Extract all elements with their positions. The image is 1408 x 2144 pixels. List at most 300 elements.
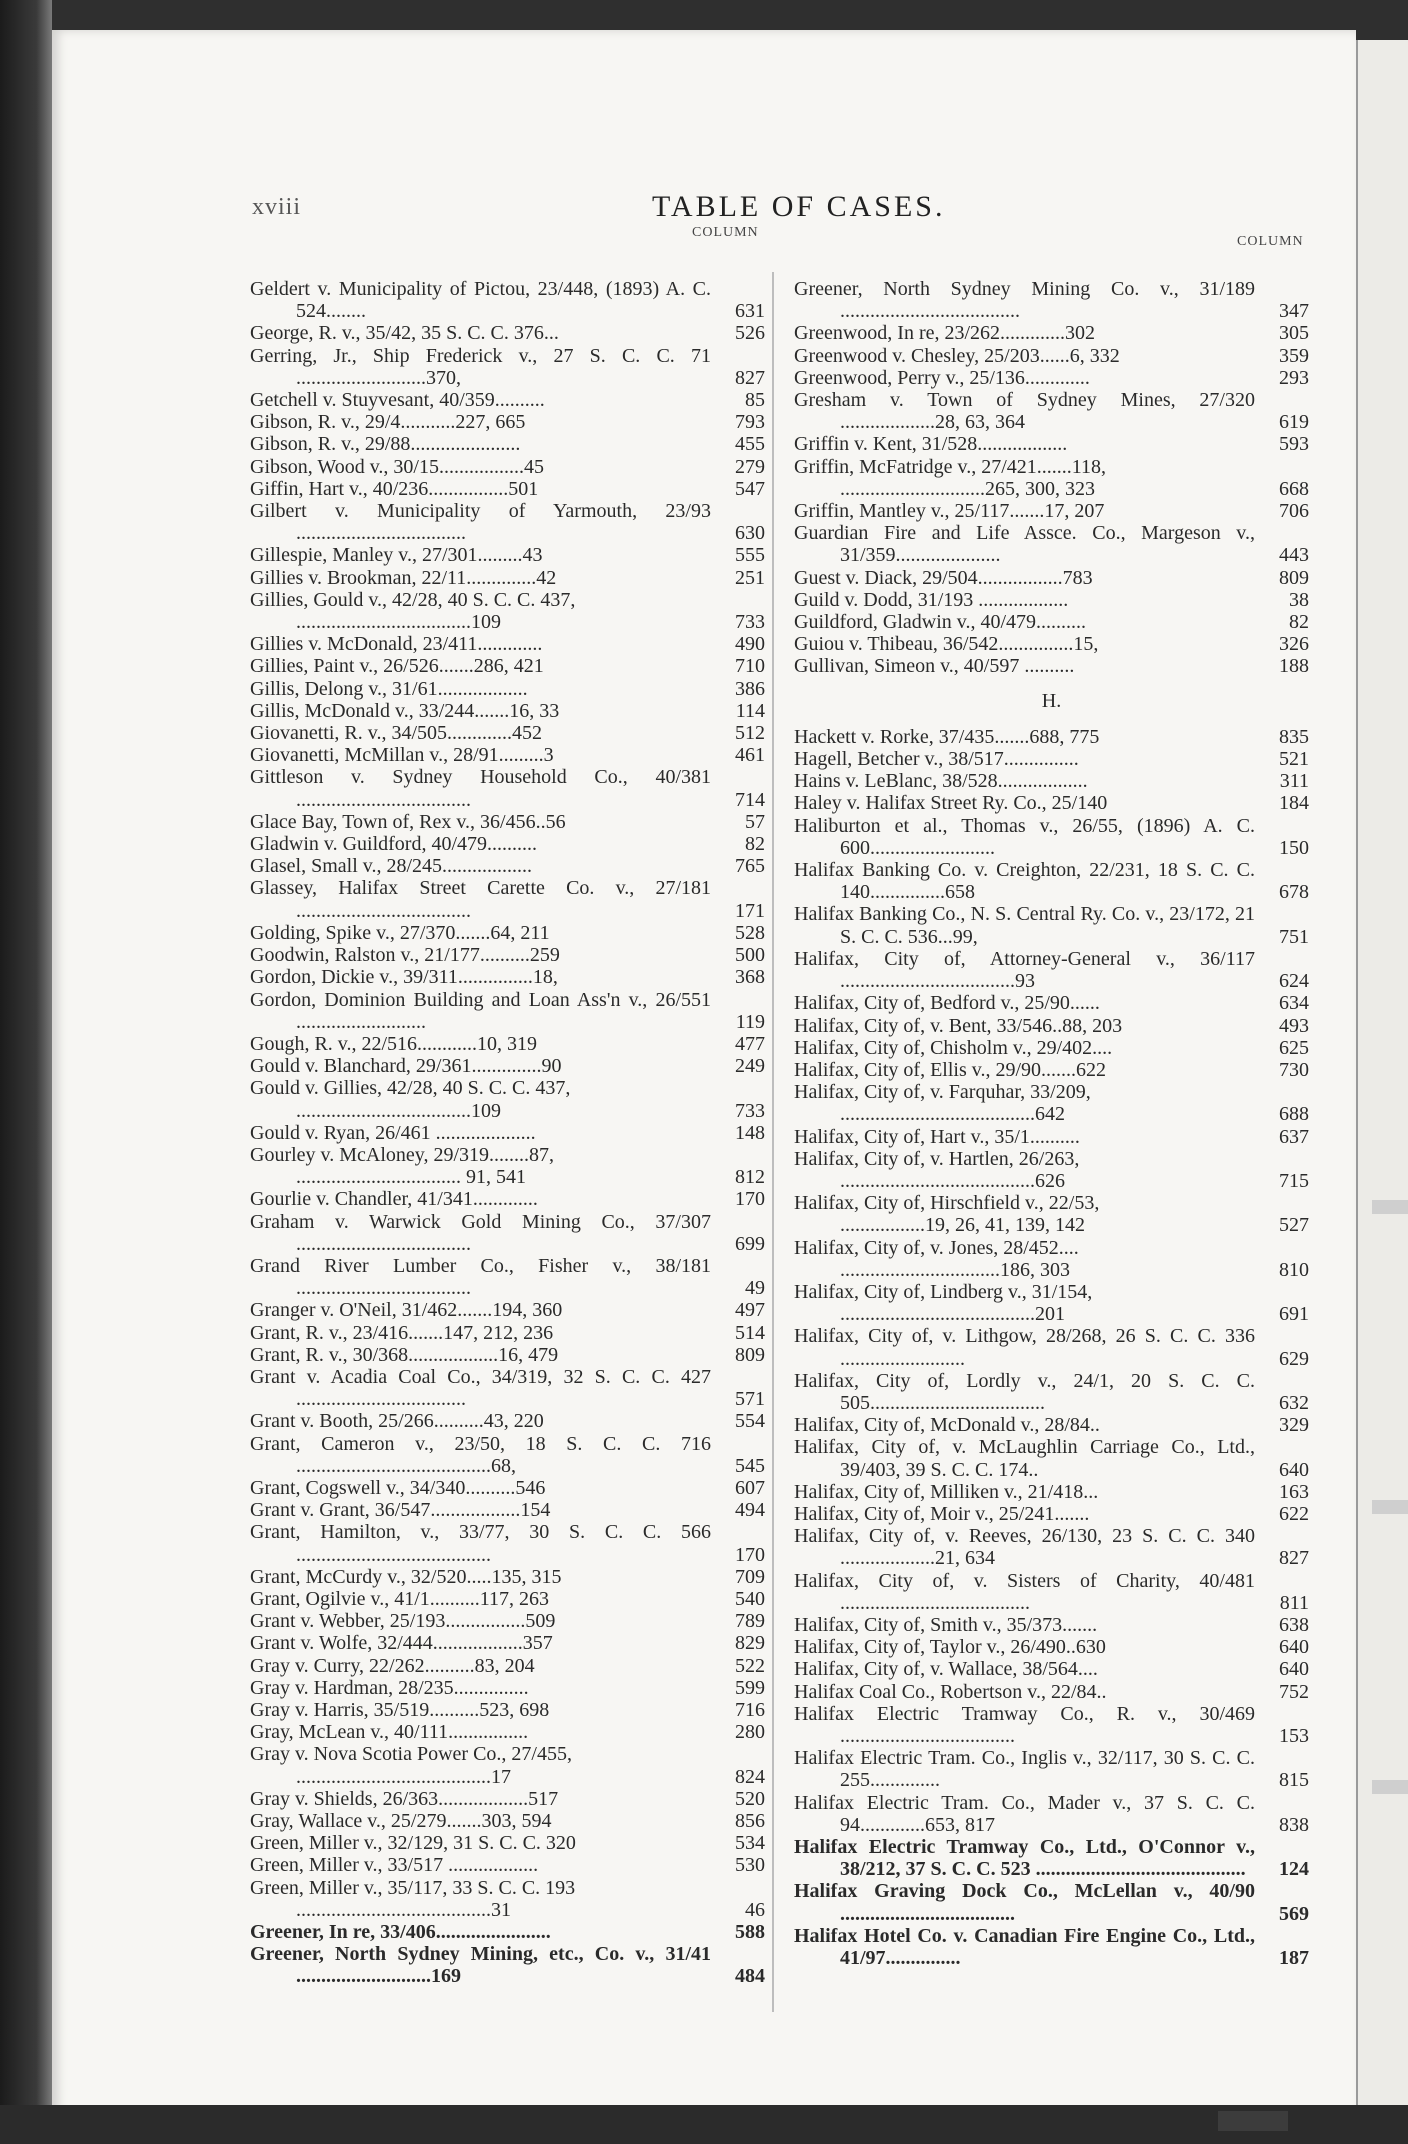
case-name: Green, Miller v., 33/517 ..................	[250, 1854, 539, 1877]
case-name: Halifax Electric Tramway Co., R. v., 30/469 ...................................	[794, 1702, 1255, 1747]
case-entry	[794, 633, 1309, 655]
column-number: 171	[735, 899, 765, 922]
column-number: 461	[735, 744, 765, 767]
case-entry	[250, 456, 765, 478]
case-name: Halifax, City of, v. Jones, 28/452.... ................................186, 303	[794, 1236, 1079, 1281]
case-name: Griffin v. Kent, 31/528..................	[794, 433, 1068, 456]
column-number: 624	[1279, 970, 1309, 993]
column-number: 347	[1279, 300, 1309, 323]
column-header-right: COLUMN	[1237, 234, 1304, 249]
case-entry	[250, 766, 765, 810]
case-entry	[794, 1747, 1309, 1791]
column-number: 184	[1279, 792, 1309, 815]
case-entry	[794, 1059, 1309, 1081]
column-number: 163	[1279, 1480, 1309, 1503]
column-number: 809	[735, 1343, 765, 1366]
case-entry	[250, 411, 765, 433]
case-entry	[250, 1521, 765, 1565]
case-entry	[794, 1703, 1309, 1747]
column-number: 188	[1279, 655, 1309, 678]
case-entry	[250, 1810, 765, 1832]
column-number: 114	[735, 699, 765, 722]
case-entry	[250, 589, 765, 633]
case-entry	[794, 1192, 1309, 1236]
column-number: 827	[735, 366, 765, 389]
column-number: 527	[1279, 1214, 1309, 1237]
column-number: 57	[745, 810, 765, 833]
column-number: 124	[1279, 1858, 1309, 1881]
case-entry	[250, 700, 765, 722]
book-binding-edge	[0, 0, 52, 2144]
column-number: 249	[735, 1055, 765, 1078]
column-number: 699	[735, 1232, 765, 1255]
column-number: 280	[735, 1721, 765, 1744]
case-name: Gullivan, Simeon v., 40/597 ..........	[794, 655, 1075, 678]
column-number: 49	[745, 1277, 765, 1300]
case-name: Gould v. Ryan, 26/461 ....................	[250, 1121, 536, 1144]
case-entry	[250, 833, 765, 855]
case-name: Gough, R. v., 22/516............10, 319	[250, 1032, 538, 1055]
case-entry	[250, 966, 765, 988]
case-entry	[794, 1614, 1309, 1636]
column-number: 668	[1279, 477, 1309, 500]
column-number: 710	[735, 655, 765, 678]
case-name: Guardian Fire and Life Assce. Co., Margeson v., 31/359.....................	[794, 522, 1255, 567]
case-name: Gibson, R. v., 29/4...........227, 665	[250, 411, 526, 434]
case-name: Halifax Electric Tram. Co., Inglis v., 32/117, 30 S. C. C. 255..............	[794, 1747, 1255, 1792]
case-name: Gillis, McDonald v., 33/244.......16, 33	[250, 699, 560, 722]
case-name: Geldert v. Municipality of Pictou, 23/448, (1893) A. C. 524........	[250, 278, 711, 323]
case-name: Halifax, City of, v. McLaughlin Carriage Co., Ltd., 39/403, 39 S. C. C. 174..	[794, 1436, 1255, 1481]
case-name: Gillies v. McDonald, 23/411.............	[250, 633, 543, 656]
column-number: 494	[735, 1499, 765, 1522]
column-number: 714	[735, 788, 765, 811]
case-name: Halifax Electric Tram. Co., Mader v., 37 S. C. C. 94.............653, 817	[794, 1791, 1255, 1836]
case-name: Halifax Electric Tramway Co., Ltd., O'Connor v., 38/212, 37 S. C. C. 523 ..........................................	[794, 1836, 1255, 1881]
column-number: 827	[1279, 1547, 1309, 1570]
case-name: Grant v. Wolfe, 32/444..................357	[250, 1632, 553, 1655]
case-entry	[794, 456, 1309, 500]
column-number: 46	[745, 1898, 765, 1921]
column-number: 85	[745, 389, 765, 412]
case-entry	[250, 1499, 765, 1521]
column-number: 547	[735, 477, 765, 500]
column-number: 514	[735, 1321, 765, 1344]
column-number: 619	[1279, 411, 1309, 434]
case-entry	[250, 1632, 765, 1654]
column-number: 500	[735, 944, 765, 967]
facing-page-fragment	[1372, 1200, 1408, 1214]
case-entry	[794, 1836, 1309, 1880]
column-number: 706	[1279, 500, 1309, 523]
case-name: Gibson, R. v., 29/88......................	[250, 433, 521, 456]
column-number: 279	[735, 455, 765, 478]
column-number: 599	[735, 1676, 765, 1699]
column-number: 632	[1279, 1391, 1309, 1414]
case-name: Greener, North Sydney Mining, etc., Co. v., 31/41 ...........................169	[250, 1943, 711, 1988]
case-entry	[250, 567, 765, 589]
column-header-left: COLUMN	[692, 225, 759, 240]
column-number: 526	[735, 322, 765, 345]
case-name: Greener, North Sydney Mining Co. v., 31/189 ....................................	[794, 278, 1255, 323]
column-number: 493	[1279, 1014, 1309, 1037]
case-name: Grant, Hamilton, v., 33/77, 30 S. C. C. 566 .......................................	[250, 1521, 711, 1566]
column-number: 170	[735, 1543, 765, 1566]
column-number: 540	[735, 1587, 765, 1610]
case-entry	[794, 1570, 1309, 1614]
case-entry	[250, 989, 765, 1033]
case-entry	[250, 1477, 765, 1499]
case-name: Hackett v. Rorke, 37/435.......688, 775	[794, 725, 1100, 748]
column-number: 512	[735, 722, 765, 745]
case-name: Guest v. Diack, 29/504.................783	[794, 566, 1093, 589]
case-entry	[250, 1943, 765, 1987]
case-entry	[794, 1525, 1309, 1569]
column-number: 555	[735, 544, 765, 567]
case-name: Halifax, City of, Chisholm v., 29/402....	[794, 1036, 1113, 1059]
case-entry	[794, 367, 1309, 389]
column-number: 522	[735, 1654, 765, 1677]
column-number: 119	[735, 1010, 765, 1033]
case-entry	[250, 655, 765, 677]
column-number: 856	[735, 1810, 765, 1833]
case-entry	[250, 1077, 765, 1121]
column-number: 588	[735, 1921, 765, 1944]
case-entry	[794, 389, 1309, 433]
column-number: 625	[1279, 1036, 1309, 1059]
case-name: Halifax, City of, Bedford v., 25/90......	[794, 992, 1100, 1015]
column-divider	[772, 272, 774, 2012]
column-number: 733	[735, 1099, 765, 1122]
case-name: Hains v. LeBlanc, 38/528..................	[794, 770, 1088, 793]
case-entry	[794, 611, 1309, 633]
section-letter: H.	[1041, 689, 1062, 712]
column-number: 521	[1279, 748, 1309, 771]
case-entry	[794, 1481, 1309, 1503]
case-entry	[250, 1566, 765, 1588]
case-name: Halifax, City of, v. Hartlen, 26/263, .......................................626	[794, 1147, 1080, 1192]
case-entry	[250, 877, 765, 921]
case-name: Green, Miller v., 32/129, 31 S. C. C. 320	[250, 1832, 576, 1855]
column-number: 630	[735, 522, 765, 545]
column-number: 326	[1279, 633, 1309, 656]
column-number: 82	[745, 833, 765, 856]
case-entry	[794, 1880, 1309, 1924]
case-entry	[794, 1414, 1309, 1436]
case-name: Gould v. Blanchard, 29/361..............90	[250, 1055, 562, 1078]
case-entry	[794, 792, 1309, 814]
column-number: 368	[735, 966, 765, 989]
column-number: 812	[735, 1166, 765, 1189]
case-entry	[250, 1588, 765, 1610]
case-entry	[250, 855, 765, 877]
case-name: Grant v. Webber, 25/193................509	[250, 1610, 556, 1633]
case-entry	[250, 1299, 765, 1321]
column-number: 530	[735, 1854, 765, 1877]
facing-page-fragment	[1372, 1780, 1408, 1794]
case-name: Grand River Lumber Co., Fisher v., 38/181 ...................................	[250, 1254, 711, 1300]
case-entry	[250, 1832, 765, 1854]
case-name: Grant, Ogilvie v., 41/1..........117, 263	[250, 1587, 550, 1610]
case-entry	[794, 815, 1309, 859]
case-name: Gourlie v. Chandler, 41/341.............	[250, 1188, 538, 1211]
case-entry	[794, 1636, 1309, 1658]
case-entry	[794, 433, 1309, 455]
case-name: Halifax, City of, Hart v., 35/1..........	[794, 1125, 1080, 1148]
column-number: 528	[735, 921, 765, 944]
case-name: Grant, R. v., 30/368..................16, 479	[250, 1343, 559, 1366]
case-entry	[250, 1610, 765, 1632]
case-entry	[794, 1658, 1309, 1680]
case-name: Grant v. Grant, 36/547..................154	[250, 1499, 551, 1522]
column-number: 293	[1279, 366, 1309, 389]
case-entry	[794, 1370, 1309, 1414]
column-number: 829	[735, 1632, 765, 1655]
column-number: 622	[1279, 1502, 1309, 1525]
column-number: 82	[1289, 611, 1309, 634]
case-name: Guild v. Dodd, 31/193 ..................	[794, 588, 1069, 611]
case-name: Gordon, Dominion Building and Loan Ass'n v., 26/551 ..........................	[250, 988, 711, 1033]
case-entry	[250, 722, 765, 744]
column-number: 751	[1279, 925, 1309, 948]
case-name: Gray v. Harris, 35/519..........523, 698	[250, 1699, 550, 1721]
column-number: 477	[735, 1032, 765, 1055]
case-name: Halifax, City of, v. Lithgow, 28/268, 26 S. C. C. 336 .........................	[794, 1325, 1255, 1370]
case-name: Glace Bay, Town of, Rex v., 36/456..56	[250, 810, 566, 833]
case-name: Gray v. Curry, 22/262..........83, 204	[250, 1654, 535, 1677]
case-name: Halifax, City of, v. Bent, 33/546..88, 203	[794, 1014, 1123, 1037]
case-name: Gray v. Hardman, 28/235...............	[250, 1676, 529, 1699]
column-number: 534	[735, 1832, 765, 1855]
case-name: Gray v. Nova Scotia Power Co., 27/455, .......................................17	[250, 1743, 572, 1788]
case-name: George, R. v., 35/42, 35 S. C. C. 376...	[250, 322, 559, 345]
column-number: 593	[1279, 433, 1309, 456]
case-name: Halifax, City of, Ellis v., 29/90.......622	[794, 1058, 1107, 1081]
column-number: 569	[1279, 1902, 1309, 1925]
case-name: Halifax, City of, v. Wallace, 38/564....	[794, 1658, 1098, 1681]
column-number: 688	[1279, 1103, 1309, 1126]
page-header	[52, 190, 1356, 230]
case-entry	[794, 1081, 1309, 1125]
column-number: 765	[735, 855, 765, 878]
case-entry	[794, 1436, 1309, 1480]
case-name: Halifax Graving Dock Co., McLellan v., 40/90 ...................................	[794, 1880, 1255, 1925]
case-name: Gerring, Jr., Ship Frederick v., 27 S. C. C. 71 ..........................370,	[250, 344, 711, 389]
column-number: 678	[1279, 881, 1309, 904]
case-name: Gillis, Delong v., 31/61..................	[250, 677, 528, 700]
case-entry	[794, 1015, 1309, 1037]
case-entry	[794, 1281, 1309, 1325]
facing-page-fragment	[1372, 1500, 1408, 1514]
case-entry	[794, 1792, 1309, 1836]
column-number: 752	[1279, 1680, 1309, 1703]
case-name: Halifax, City of, Lordly v., 24/1, 20 S. C. C. 505...................................	[794, 1369, 1255, 1414]
case-name: Grant v. Acadia Coal Co., 34/319, 32 S. C. C. 427 ..................................	[250, 1365, 711, 1411]
case-name: Halifax, City of, Moir v., 25/241.......	[794, 1502, 1090, 1525]
case-entry	[250, 1211, 765, 1255]
column-number: 638	[1279, 1613, 1309, 1636]
case-name: Grant, Cogswell v., 34/340..........546	[250, 1476, 546, 1499]
case-name: Glasel, Small v., 28/245..................	[250, 855, 533, 878]
case-name: Giovanetti, R. v., 34/505.............452	[250, 722, 543, 745]
case-name: Halifax, City of, Smith v., 35/373.......	[794, 1613, 1098, 1636]
case-entry	[794, 748, 1309, 770]
case-name: Hagell, Betcher v., 38/517...............	[794, 748, 1079, 771]
case-name: Grant, McCurdy v., 32/520.....135, 315	[250, 1565, 562, 1588]
case-entry	[250, 1410, 765, 1432]
case-name: Glassey, Halifax Street Carette Co. v., 27/181 ...................................	[250, 877, 711, 922]
case-name: Halifax, City of, Milliken v., 21/418...	[794, 1480, 1099, 1503]
page-number: xviii	[252, 194, 302, 220]
case-name: Golding, Spike v., 27/370.......64, 211	[250, 921, 550, 944]
case-entry	[794, 345, 1309, 367]
column-number: 691	[1279, 1303, 1309, 1326]
case-name: Guiou v. Thibeau, 36/542...............15,	[794, 633, 1099, 656]
column-number: 305	[1279, 322, 1309, 345]
case-entry	[794, 1925, 1309, 1969]
column-number: 810	[1279, 1258, 1309, 1281]
column-number: 730	[1279, 1058, 1309, 1081]
column-number: 490	[735, 633, 765, 656]
case-name: Gillies, Gould v., 42/28, 40 S. C. C. 437, ...................................109	[250, 588, 576, 634]
column-number: 329	[1279, 1414, 1309, 1437]
case-entry	[794, 567, 1309, 589]
column-number: 311	[1279, 770, 1309, 793]
case-entry	[250, 1433, 765, 1477]
case-name: Graham v. Warwick Gold Mining Co., 37/307 ...................................	[250, 1210, 711, 1255]
case-entry	[250, 1033, 765, 1055]
case-name: Halifax, City of, Hirschfield v., 22/53, .................19, 26, 41, 139, 142	[794, 1192, 1100, 1237]
case-name: Greenwood, Perry v., 25/136.............	[794, 366, 1090, 389]
case-entry	[250, 1743, 765, 1787]
case-entry	[250, 922, 765, 944]
column-number: 443	[1279, 544, 1309, 567]
case-name: Grant v. Booth, 25/266..........43, 220	[250, 1410, 544, 1433]
case-entry	[794, 770, 1309, 792]
column-number: 38	[1289, 588, 1309, 611]
case-name: Grant, R. v., 23/416.......147, 212, 236	[250, 1321, 554, 1344]
case-entry	[250, 1188, 765, 1210]
column-number: 634	[1279, 992, 1309, 1015]
case-entry	[794, 1237, 1309, 1281]
case-entry	[250, 345, 765, 389]
case-name: Gray, McLean v., 40/111................	[250, 1721, 529, 1744]
case-name: Halifax, City of, Attorney-General v., 36/117 ...................................93	[794, 947, 1255, 993]
column-number: 824	[735, 1765, 765, 1788]
case-entry	[250, 1322, 765, 1344]
column-number: 629	[1279, 1347, 1309, 1370]
column-number: 733	[735, 611, 765, 634]
book-page	[52, 30, 1356, 2130]
column-number: 251	[735, 566, 765, 589]
case-name: Gilbert v. Municipality of Yarmouth, 23/93 ..................................	[250, 500, 711, 545]
case-entry	[794, 948, 1309, 992]
case-entry	[794, 1126, 1309, 1148]
case-name: Halifax Hotel Co. v. Canadian Fire Engine Co., Ltd., 41/97...............	[794, 1924, 1255, 1970]
case-name: Gray v. Shields, 26/363..................517	[250, 1787, 559, 1810]
case-entry	[250, 1655, 765, 1677]
column-number: 793	[735, 411, 765, 434]
case-name: Halifax, City of, McDonald v., 28/84..	[794, 1414, 1100, 1437]
column-number: 640	[1279, 1658, 1309, 1681]
case-entry	[250, 478, 765, 500]
scan-bottom-band	[0, 2105, 1408, 2144]
case-name: Halifax, City of, v. Reeves, 26/130, 23 S. C. C. 340 ...................21, 634	[794, 1525, 1255, 1570]
case-entry	[250, 1144, 765, 1188]
case-name: Haley v. Halifax Street Ry. Co., 25/140	[794, 792, 1108, 815]
case-entry	[250, 1366, 765, 1410]
case-name: Greenwood v. Chesley, 25/203......6, 332	[794, 344, 1120, 367]
facing-page-edge	[1356, 40, 1408, 2130]
case-name: Greener, In re, 33/406.......................	[250, 1921, 551, 1944]
case-name: Guildford, Gladwin v., 40/479..........	[794, 611, 1087, 634]
column-number: 520	[735, 1787, 765, 1810]
case-entry	[794, 726, 1309, 748]
column-number: 497	[735, 1299, 765, 1322]
case-entry	[794, 655, 1309, 677]
case-entry	[250, 811, 765, 833]
case-name: Goodwin, Ralston v., 21/177..........259	[250, 944, 560, 967]
case-name: Halifax Banking Co., N. S. Central Ry. Co. v., 23/172, 21 S. C. C. 536...99,	[794, 903, 1255, 948]
case-entry	[250, 744, 765, 766]
column-number: 554	[735, 1410, 765, 1433]
case-entry	[250, 1721, 765, 1743]
case-entry	[794, 322, 1309, 344]
case-entry	[794, 1503, 1309, 1525]
column-number: 789	[735, 1610, 765, 1633]
case-name: Gray, Wallace v., 25/279.......303, 594	[250, 1810, 552, 1833]
column-number: 835	[1279, 725, 1309, 748]
case-entry	[250, 1677, 765, 1699]
column-number: 148	[735, 1121, 765, 1144]
case-entry	[250, 1344, 765, 1366]
case-entry	[250, 389, 765, 411]
case-name: Gould v. Gillies, 42/28, 40 S. C. C. 437, ...................................109	[250, 1077, 571, 1122]
column-number: 631	[735, 300, 765, 323]
case-entry	[794, 903, 1309, 947]
column-number: 811	[1279, 1591, 1309, 1614]
case-entry	[794, 500, 1309, 522]
column-number: 815	[1279, 1769, 1309, 1792]
case-entry	[794, 859, 1309, 903]
case-entry	[250, 1699, 765, 1721]
case-name: Griffin, Mantley v., 25/117.......17, 207	[794, 500, 1105, 523]
case-name: Getchell v. Stuyvesant, 40/359..........	[250, 389, 545, 412]
case-entry	[250, 1854, 765, 1876]
case-name: Gillies, Paint v., 26/526.......286, 421	[250, 655, 544, 678]
case-name: Halifax Coal Co., Robertson v., 22/84..	[794, 1680, 1107, 1703]
case-name: Gourley v. McAloney, 29/319........87, ................................. 91, 541	[250, 1143, 555, 1189]
case-name: Gittleson v. Sydney Household Co., 40/381 ...................................	[250, 766, 711, 811]
case-name: Halifax, City of, Lindberg v., 31/154, .......................................201	[794, 1280, 1093, 1326]
column-number: 386	[735, 677, 765, 700]
case-entry	[794, 992, 1309, 1014]
column-number: 484	[735, 1965, 765, 1988]
case-name: Gladwin v. Guildford, 40/479..........	[250, 833, 538, 856]
column-number: 170	[735, 1188, 765, 1211]
case-name: Halifax Banking Co. v. Creighton, 22/231, 18 S. C. C. 140...............658	[794, 859, 1255, 904]
column-number: 187	[1279, 1947, 1309, 1970]
scan-stamp	[1218, 2111, 1288, 2131]
case-entry	[250, 678, 765, 700]
case-entry	[794, 278, 1309, 322]
page-title: TABLE OF CASES.	[652, 190, 946, 223]
case-name: Griffin, McFatridge v., 27/421.......118, .............................265, 300, 323	[794, 455, 1107, 500]
right-column	[794, 278, 1309, 1969]
case-entry	[250, 278, 765, 322]
column-number: 715	[1279, 1169, 1309, 1192]
case-name: Haliburton et al., Thomas v., 26/55, (1896) A. C. 600.........................	[794, 814, 1255, 859]
